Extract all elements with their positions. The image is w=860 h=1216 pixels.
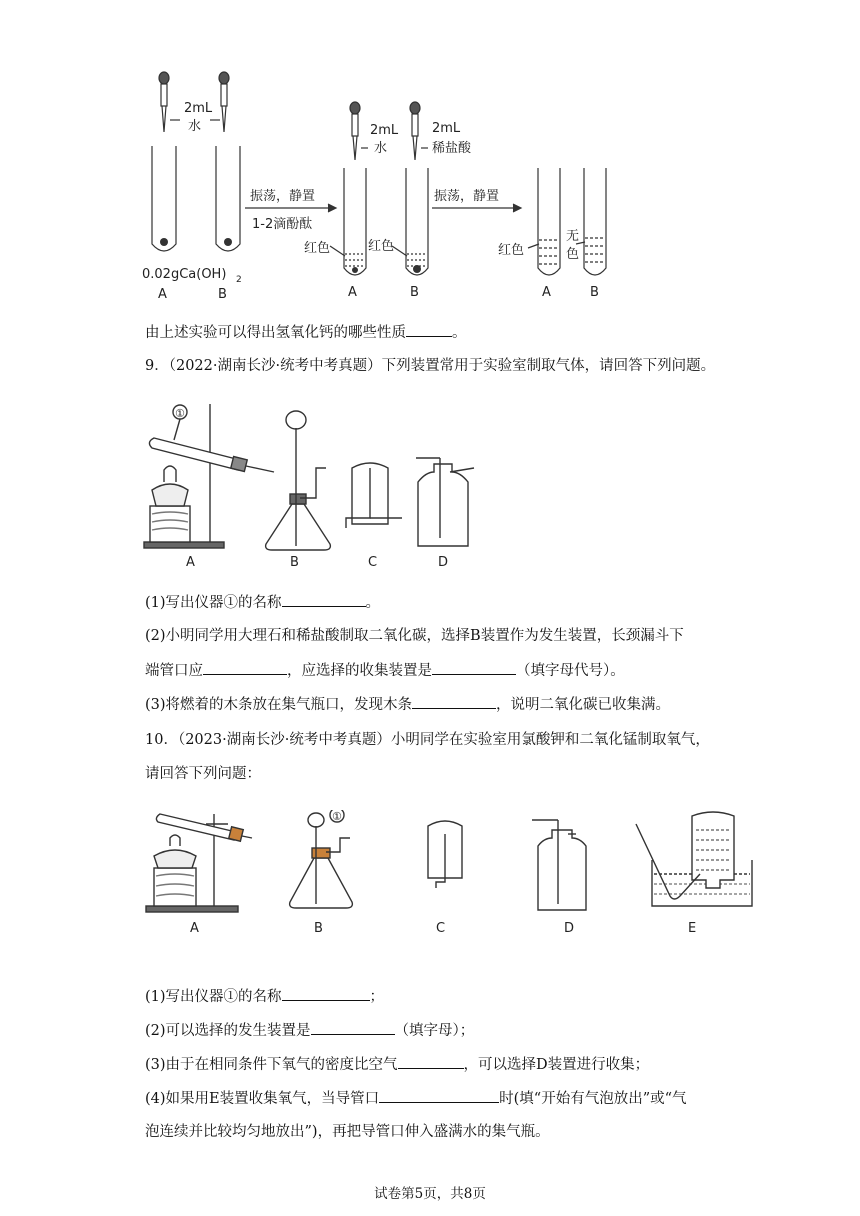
answer-blank[interactable]: [311, 1020, 395, 1035]
q10-apparatus-figure: [140, 810, 760, 938]
q9-sub2-line2: 端管口应 ，应选择的收集装置是 （填字母代号）。: [145, 660, 625, 681]
label-d: D: [564, 921, 575, 936]
answer-blank[interactable]: [406, 322, 452, 337]
label-b: B: [290, 555, 299, 570]
arrow1-bottom-label: 1-2滴酚酞: [252, 217, 313, 232]
colorless-label-1: 无: [566, 229, 580, 244]
q10-sub4-line1: (4)如果用E装置收集氧气，当导管口 时(填“开始有气泡放出”或“气: [145, 1088, 687, 1109]
label-b: B: [314, 921, 323, 936]
sample-label: 0.02gCa(OH): [142, 267, 227, 282]
answer-blank[interactable]: [282, 986, 370, 1001]
q9-sub3: (3)将燃着的木条放在集气瓶口，发现木条 ，说明二氧化碳已收集满。: [145, 694, 670, 715]
arrow2-top-label: 振荡，静置: [434, 189, 500, 204]
red-label-c: 红色: [498, 243, 525, 258]
tube-label-a2: A: [348, 285, 357, 300]
sample-subscript: 2: [236, 275, 242, 285]
label-c: C: [368, 555, 378, 570]
label-a: A: [186, 555, 195, 570]
red-label-b: 红色: [368, 239, 395, 254]
tube-label-b2: B: [410, 285, 419, 300]
question-number: 10．: [145, 732, 178, 748]
arrow1-top-label: 振荡，静置: [250, 189, 316, 204]
experiment-figure: [140, 68, 620, 304]
answer-blank[interactable]: [398, 1054, 464, 1069]
label-e: E: [688, 921, 697, 936]
dropper-label-water: 水: [188, 119, 202, 134]
q10-sub4-line2: 泡连续并比较均匀地放出”)，再把导管口伸入盛满水的集气瓶。: [145, 1124, 550, 1140]
question-number: 9．: [145, 358, 169, 374]
tube-label-b3: B: [590, 285, 599, 300]
question-source: （2023·湖南长沙·统考中考真题）: [177, 732, 391, 748]
dropper-label-volume-3: 2mL: [432, 121, 461, 136]
colorless-label-2: 色: [566, 247, 580, 262]
q10-sub3: (3)由于在相同条件下氧气的密度比空气 ，可以选择D装置进行收集；: [145, 1054, 649, 1075]
dropper-label-water-2: 水: [374, 141, 388, 156]
dropper-label-acid: 稀盐酸: [432, 141, 472, 156]
red-label-a: 红色: [304, 241, 331, 256]
dropper-label-volume: 2mL: [184, 101, 213, 116]
answer-blank[interactable]: [203, 660, 287, 675]
tube-label-a3: A: [542, 285, 551, 300]
question-source: （2022·湖南长沙·统考中考真题）: [168, 358, 382, 374]
q10-sub1: (1)写出仪器①的名称 ；: [145, 986, 384, 1007]
tube-label-b1: B: [218, 287, 227, 302]
answer-blank[interactable]: [412, 694, 496, 709]
q9-sub2-line1: (2)小明同学用大理石和稀盐酸制取二氧化碳，选择B装置作为发生装置，长颈漏斗下: [145, 628, 684, 644]
label-a: A: [190, 921, 199, 936]
answer-blank[interactable]: [432, 660, 516, 675]
label-d: D: [438, 555, 449, 570]
page-footer: 试卷第5页，共8页: [374, 1186, 486, 1202]
q10-stem: 10．（2023·湖南长沙·统考中考真题）小明同学在实验室用氯酸钾和二氧化锰制取氧气，: [145, 732, 710, 748]
q9-sub1: (1)写出仪器①的名称 。: [145, 592, 380, 613]
q10-stem-line2: 请回答下列问题：: [145, 766, 261, 782]
q10-sub2: (2)可以选择的发生装置是 （填字母）；: [145, 1020, 474, 1041]
answer-blank[interactable]: [282, 592, 366, 607]
q9-stem: 9．（2022·湖南长沙·统考中考真题）下列装置常用于实验室制取气体，请回答下列问题。: [145, 358, 716, 374]
tube-label-a1: A: [158, 287, 167, 302]
q9-apparatus-figure: [140, 398, 480, 570]
marker-circled-1: ①: [175, 407, 185, 420]
answer-blank[interactable]: [379, 1088, 499, 1103]
marker-circled-1: ①: [332, 810, 342, 823]
q8-tail-line: 由上述实验可以得出氢氧化钙的哪些性质 。: [145, 322, 467, 343]
dropper-label-volume-2: 2mL: [370, 123, 399, 138]
label-c: C: [436, 921, 446, 936]
